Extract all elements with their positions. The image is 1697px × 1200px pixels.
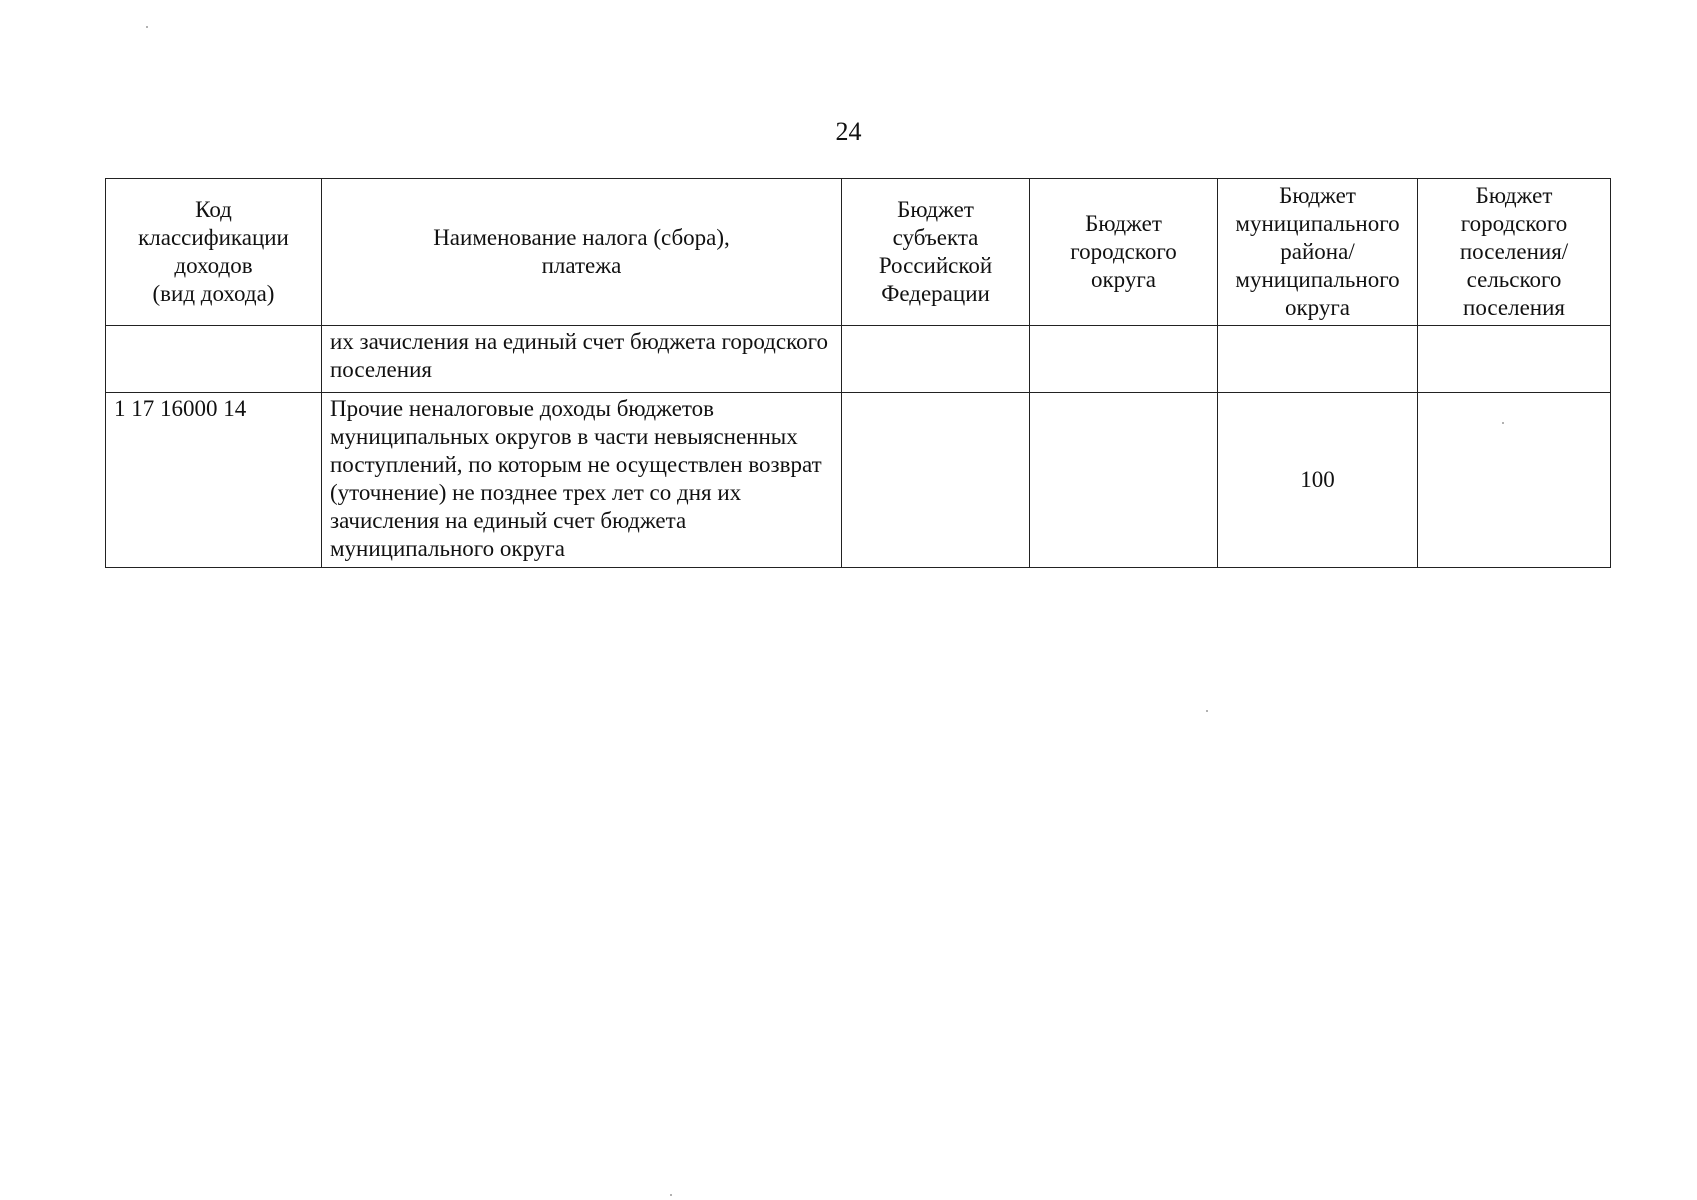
header-classification-code xyxy=(106,179,322,326)
header-settlement-budget xyxy=(1418,179,1611,326)
revenue-distribution-table xyxy=(105,178,1611,568)
header-label: Бюджет субъекта Российской Федерации xyxy=(878,197,993,306)
header-label: Бюджет городского поселения/ сельского поселения xyxy=(1459,183,1569,320)
scan-speck xyxy=(1502,422,1504,424)
cell-name: Прочие неналоговые доходы бюджетов муниципальных округов в части невыясненных поступлений, по которым не осуществлен возврат (уточнение) не позднее трех лет со дня их зачисления на единый счет бюджета муниципального округа xyxy=(322,393,842,568)
table-row xyxy=(106,326,1611,393)
cell-settlement-budget xyxy=(1418,326,1611,393)
header-tax-name xyxy=(322,179,842,326)
cell-municipal-budget: 100 xyxy=(1218,393,1418,568)
scan-speck xyxy=(1206,710,1208,712)
table-row xyxy=(106,393,1611,568)
header-label: Наименование налога (сбора), платежа xyxy=(433,225,730,278)
cell-subject-budget xyxy=(842,393,1030,568)
scan-speck xyxy=(670,1194,672,1196)
cell-code: 1 17 16000 14 xyxy=(106,393,322,568)
cell-municipal-budget xyxy=(1218,326,1418,393)
header-city-district-budget xyxy=(1030,179,1218,326)
page-number: 24 xyxy=(835,117,862,146)
cell-city-district-budget xyxy=(1030,393,1218,568)
cell-code xyxy=(106,326,322,393)
cell-name: их зачисления на единый счет бюджета городского поселения xyxy=(322,326,842,393)
cell-settlement-budget xyxy=(1418,393,1611,568)
table-header-row xyxy=(106,179,1611,326)
cell-city-district-budget xyxy=(1030,326,1218,393)
header-label: Код классификации доходов (вид дохода) xyxy=(138,197,289,306)
header-municipal-budget xyxy=(1218,179,1418,326)
cell-subject-budget xyxy=(842,326,1030,393)
header-label: Бюджет городского округа xyxy=(1070,211,1177,292)
scan-speck xyxy=(146,26,148,28)
header-subject-budget xyxy=(842,179,1030,326)
header-label: Бюджет муниципального района/ муниципального округа xyxy=(1235,183,1400,320)
